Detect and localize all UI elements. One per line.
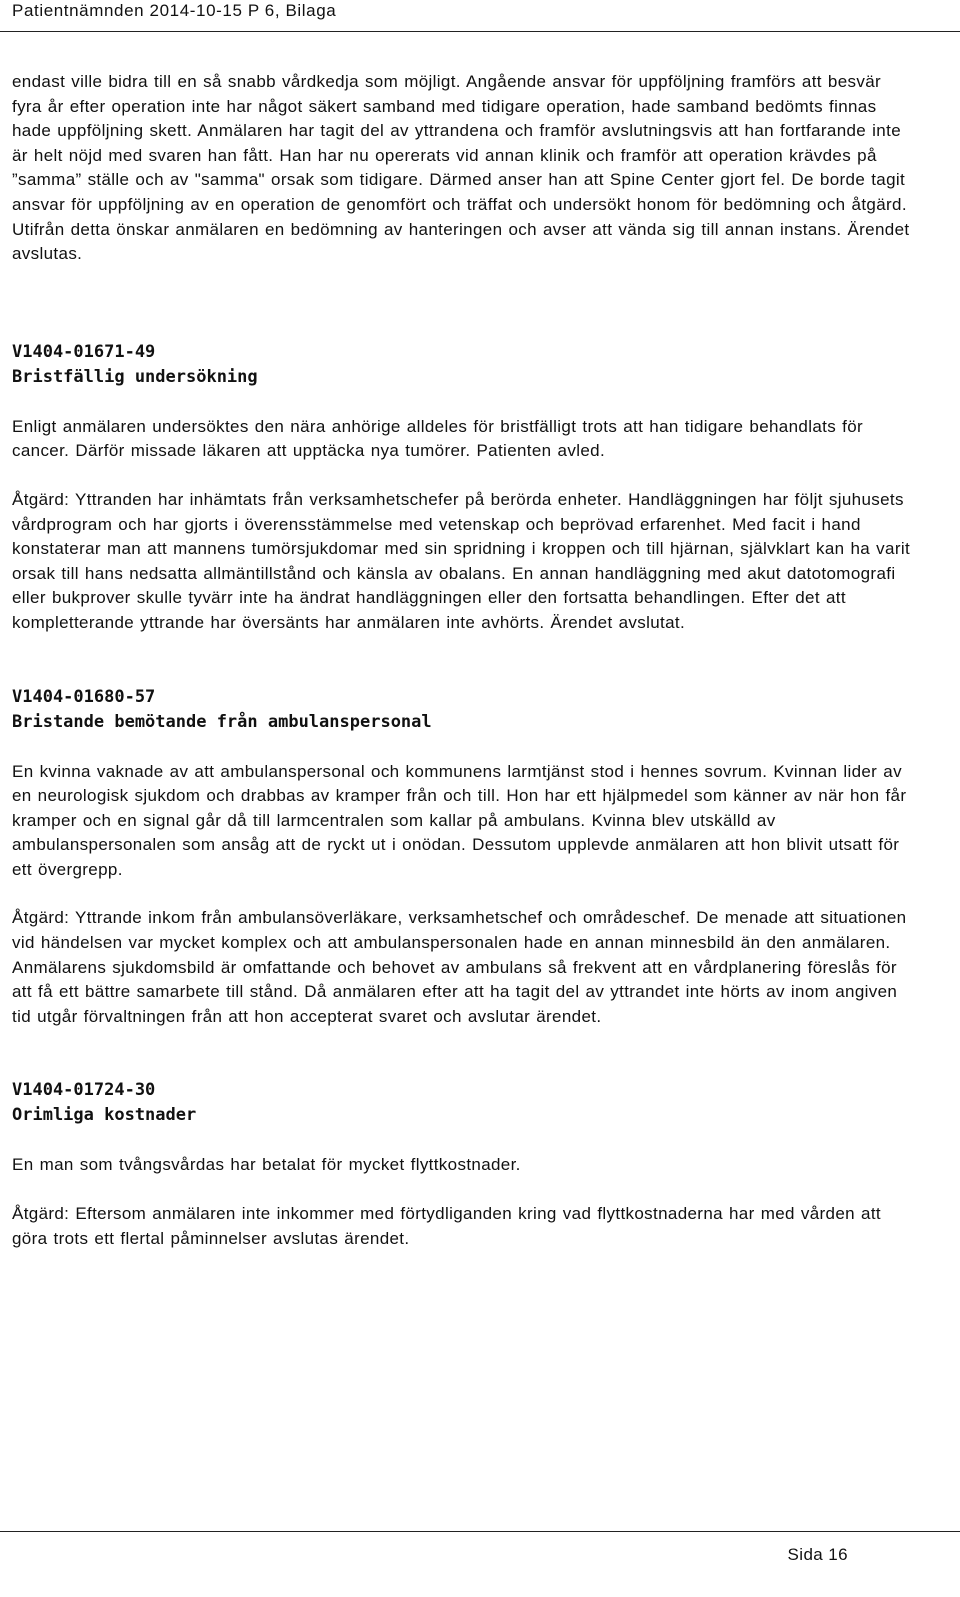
case-title: Bristande bemötande från ambulanspersonal (12, 711, 432, 732)
header-divider (0, 31, 960, 32)
case-action: Åtgärd: Yttrande inkom från ambulansöverläkare, verksamhetschef och områdeschef. De menade att situationen vid händelsen var mycket komplex och att ambulanspersonalen hade en annan minnesbild än den anmälaren. Anmälarens sjukdomsbild är omfattande och behovet av ambulans så frekvent att en vårdplanering föreslås för att få ett bättre samarbete till stånd. Då anmälaren efter att ha tagit del av yttrandet inte hörts av inom angiven tid utgår förvaltningen från att hon accepterat svaret och avslutar ärendet. (12, 908, 907, 1026)
case-id: V1404-01680-57 (12, 686, 156, 707)
header-title: Patientnämnden 2014-10-15 P 6, Bilaga (12, 1, 337, 20)
case-title: Bristfällig undersökning (12, 366, 258, 387)
page-number: Sida 16 (787, 1545, 848, 1564)
document-body (12, 70, 912, 1251)
case-description: En man som tvångsvårdas har betalat för mycket flyttkostnader. (12, 1155, 521, 1175)
case-section (12, 685, 912, 1030)
page-header (0, 0, 960, 34)
case-title: Orimliga kostnader (12, 1105, 197, 1126)
intro-paragraph: endast ville bidra till en så snabb vårdkedja som möjligt. Angående ansvar för uppföljning framförs att besvär fyra år efter operation inte har något säkert samband med tidigare operation, hade samband bedömts finnas hade uppföljning skett. Anmälaren har tagit del av yttrandena och framför avslutningsvis att han fortfarande inte är helt nöjd med svaren han fått. Han har nu opererats vid annan klinik och framför att operation krävdes på ”samma” ställe och av "samma" orsak som tidigare. Därmed anser han att Spine Center gjort fel. De borde tagit ansvar för uppföljning av en operation de genomfört och träffat och undersökt honom för bedömning och åtgärd. Utifrån detta önskar anmälaren en bedömning av hanteringen och avser att vända sig till annan instans. Ärendet avslutas. (12, 72, 910, 264)
case-description: En kvinna vaknade av att ambulanspersonal och kommunens larmtjänst stod i hennes sovrum. Kvinnan lider av en neurologisk sjukdom och drabbas av kramper från och till. Hon har ett hjälpmedel som känner av när hon får kramper och en signal går då till larmcentralen som kallar på ambulans. Kvinna blev utskälld av ambulanspersonalen som ansåg att de ryckt ut i onödan. Dessutom upplevde anmälaren att hon blivit utsatt för ett övergrepp. (12, 761, 907, 879)
footer-divider (0, 1531, 960, 1532)
case-action: Åtgärd: Eftersom anmälaren inte inkommer med förtydliganden kring vad flyttkostnaderna har med vården att göra trots ett flertal påminnelser avslutas ärendet. (12, 1204, 881, 1248)
case-description: Enligt anmälaren undersöktes den nära anhörige alldeles för bristfälligt trots att han tidigare behandlats för cancer. Därför missade läkaren att upptäcka nya tumörer. Patienten avled. (12, 416, 864, 461)
case-section (12, 340, 912, 636)
case-id: V1404-01724-30 (12, 1080, 156, 1101)
case-action: Åtgärd: Yttranden har inhämtats från verksamhetschefer på berörda enheter. Handläggningen har följt sjuhusets vårdprogram och har gjorts i överensstämmelse med vetenskap och beprövad erfarenhet. Med facit i hand konstaterar man att mannens tumörsjukdomar med sin spridning i kroppen och till hjärnan, självklart kan ha varit orsak till hans nedsatta allmäntillstånd och känsla av obalans. En annan handläggning med akut datotomografi eller bukprover skulle tyvärr inte ha ändrat handläggningen eller den fortsatta behandlingen. Efter det att kompletterande yttrande har översänts har anmälaren inte avhörts. Ärendet avslutat. (12, 489, 911, 632)
case-id: V1404-01671-49 (12, 341, 156, 362)
case-section (12, 1078, 912, 1251)
